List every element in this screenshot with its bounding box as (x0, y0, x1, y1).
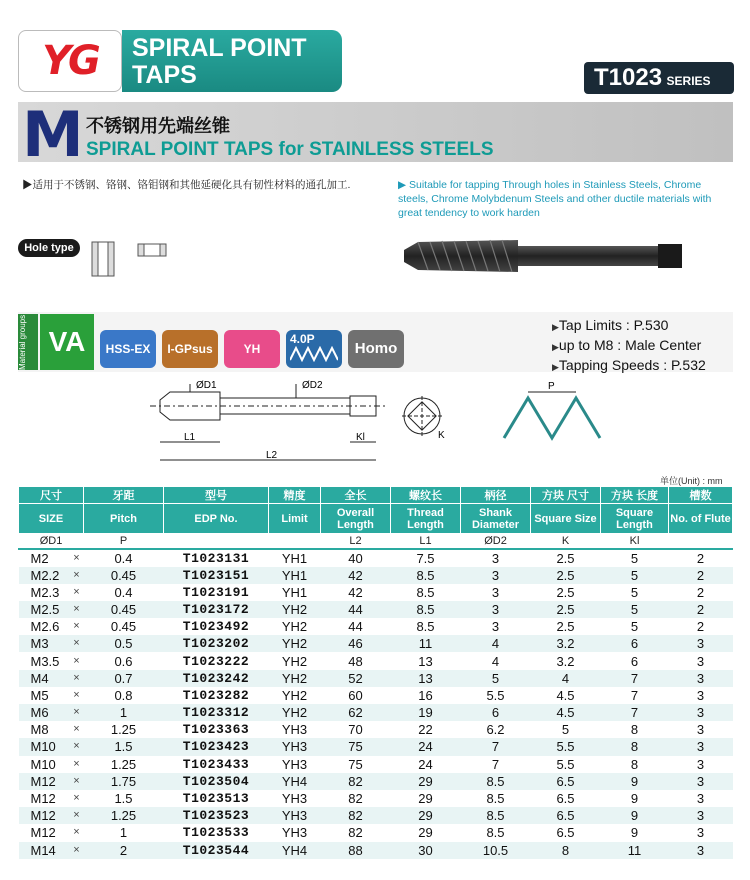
info-male-center: ▶ up to M8 : Male Center (552, 336, 706, 356)
times-sign: × (70, 738, 84, 755)
shank-diameter-cell: 3 (461, 567, 531, 584)
times-sign: × (70, 842, 84, 859)
thread-length-cell: 8.5 (391, 601, 461, 618)
blind-hole-icon (92, 242, 114, 276)
overall-length-cell: 82 (348, 825, 363, 841)
pitch-cell: 0.45 (84, 601, 164, 618)
edp-cell: T1023423 (164, 738, 269, 755)
sub-header-5: L1 (391, 534, 461, 549)
flute-count-cell: 3 (669, 773, 733, 790)
size-cell: M2 (30, 550, 49, 566)
flute-count-cell: 3 (669, 670, 733, 687)
overall-length-cell: 82 (321, 807, 391, 824)
table-row (19, 721, 733, 738)
en-header-0: SIZE (19, 504, 84, 534)
overall-length-cell: 46 (321, 635, 391, 652)
shank-diameter-cell: 5.5 (486, 687, 505, 703)
edp-cell: T1023202 (164, 635, 269, 652)
series-code: T1023 (594, 64, 663, 91)
cn-header-7: 方块 尺寸 (531, 487, 601, 504)
pitch-cell: 0.4 (114, 550, 133, 566)
edp-cell: T1023504 (164, 773, 269, 790)
thread-length-cell: 16 (418, 687, 433, 703)
en-header-4: Overall Length (321, 504, 391, 534)
limit-cell: YH2 (281, 653, 308, 669)
thread-length-cell: 8.5 (391, 567, 461, 584)
cn-header-2: 型号 (164, 487, 269, 504)
info-tap-limits: ▶ Tap Limits : P.530 (552, 316, 706, 336)
square-size-cell: 4.5 (531, 704, 601, 721)
flute-count-cell: 3 (696, 825, 705, 841)
size-cell: M2.5 (19, 601, 70, 618)
thread-length-cell: 29 (391, 773, 461, 790)
shank-diameter-cell: 10.5 (461, 842, 531, 859)
flute-count-cell: 2 (669, 601, 733, 618)
overall-length-cell: 42 (348, 584, 363, 600)
l2-label: L2 (266, 450, 278, 461)
homo-treatment: Homo (348, 330, 404, 368)
table-row (19, 738, 733, 755)
thread-pitch-drawing (500, 378, 610, 448)
times-sign: × (70, 704, 84, 721)
table-row (19, 807, 733, 824)
square-length-cell: 8 (601, 738, 669, 755)
en-header-row (19, 504, 733, 534)
edp-cell: T1023544 (164, 842, 269, 859)
thread-length-cell: 7.5 (416, 550, 435, 566)
limit-cell: YH2 (269, 601, 321, 618)
description-chinese: ▶适用于不锈钢、铬钢、铬钼钢和其他延硬化具有韧性材料的通孔加工. (22, 179, 351, 191)
tap-dimension-drawing (150, 376, 390, 468)
table-row (19, 687, 733, 704)
overall-length-cell: 70 (348, 722, 363, 738)
edp-cell: T1023191 (182, 584, 250, 600)
size-cell: M12 (19, 773, 70, 790)
d1-label: ØD1 (196, 380, 217, 391)
cn-header-8: 方块 长度 (601, 487, 669, 504)
edp-cell: T1023172 (164, 601, 269, 618)
square-size-cell: 2.5 (556, 550, 575, 566)
overall-length-cell: 52 (321, 670, 391, 687)
overall-length-cell: 82 (348, 791, 363, 807)
square-size-cell: 3.2 (556, 653, 575, 669)
square-length-cell: 8 (630, 756, 639, 772)
times-sign: × (73, 551, 80, 564)
shank-diameter-cell: 8.5 (461, 807, 531, 824)
thread-length-cell: 19 (391, 704, 461, 721)
edp-cell: T1023312 (164, 704, 269, 721)
overall-length-cell: 82 (321, 773, 391, 790)
shank-diameter-cell: 4 (491, 653, 500, 669)
overall-length-cell: 44 (321, 601, 391, 618)
en-header-6: Shank Diameter (461, 504, 531, 534)
square-size-cell: 3.2 (531, 635, 601, 652)
square-size-cell: 8 (531, 842, 601, 859)
table-row (19, 773, 733, 790)
times-sign: × (73, 585, 80, 598)
size-cell: M14 (19, 842, 70, 859)
size-cell: M10 (30, 756, 56, 772)
edp-cell: T1023151 (164, 567, 269, 584)
cn-header-row (19, 487, 733, 504)
times-sign: × (73, 826, 80, 839)
sub-header-0: ØD1 (19, 534, 84, 549)
flute-count-cell: 3 (669, 842, 733, 859)
times-sign: × (73, 757, 80, 770)
square-size-cell: 6.5 (556, 791, 575, 807)
pitch-cell: 1.25 (110, 722, 137, 738)
shank-diameter-cell: 8.5 (461, 773, 531, 790)
pitch-cell: 0.8 (114, 687, 133, 703)
shank-diameter-cell: 6.2 (486, 722, 505, 738)
times-sign: × (73, 792, 80, 805)
square-size-cell: 2.5 (531, 567, 601, 584)
d2-label: ØD2 (302, 380, 323, 391)
sub-header-6: ØD2 (461, 534, 531, 549)
flute-count-cell: 3 (669, 807, 733, 824)
edp-cell: T1023492 (182, 619, 250, 635)
square-length-cell: 8 (630, 722, 639, 738)
overall-length-cell: 48 (348, 653, 363, 669)
thread-length-cell: 29 (418, 791, 433, 807)
size-cell: M2.3 (30, 584, 60, 600)
thread-pitch-badge (286, 330, 342, 368)
times-sign: × (70, 773, 84, 790)
size-cell: M2.6 (30, 619, 60, 635)
size-cell: M5 (30, 687, 49, 703)
pitch-cell: 1.25 (84, 807, 164, 824)
pitch-cell: 0.5 (84, 635, 164, 652)
l1-label: L1 (184, 432, 196, 443)
flute-count-cell: 3 (696, 756, 705, 772)
square-length-cell: 9 (630, 791, 639, 807)
shank-diameter-cell: 7 (491, 756, 500, 772)
pitch-label: 4.0P (290, 332, 315, 346)
overall-length-cell: 62 (321, 704, 391, 721)
series-word: SERIES (666, 74, 711, 88)
limit-cell: YH4 (269, 842, 321, 859)
times-sign: × (73, 723, 80, 736)
table-row (19, 790, 733, 807)
description-english: ▶ Suitable for tapping Through holes in Stainless Steels, Chrome steels, Chrome Molybdenum Steels and other ductile materials with great tendency to work harden (398, 179, 712, 219)
limit-cell: YH3 (281, 791, 308, 807)
table-row (19, 618, 733, 635)
pitch-cell: 0.45 (84, 567, 164, 584)
material-hss-ex: HSS-EX (100, 330, 156, 368)
table-body (19, 549, 733, 859)
square-length-cell: 7 (630, 687, 639, 703)
material-groups-label: Material groups (18, 314, 38, 370)
title-line2: TAPS (132, 61, 197, 89)
thread-length-cell: 30 (391, 842, 461, 859)
table-row (19, 704, 733, 721)
table-row (19, 584, 733, 601)
size-cell: M12 (30, 791, 56, 807)
shank-diameter-cell: 8.5 (486, 791, 505, 807)
flute-count-cell: 3 (669, 704, 733, 721)
square-size-cell: 4.5 (556, 687, 575, 703)
square-size-cell: 5.5 (531, 738, 601, 755)
kl-label: Kl (356, 432, 365, 443)
square-length-cell: 5 (601, 567, 669, 584)
tap-product-image (398, 232, 688, 280)
shank-diameter-cell: 3 (461, 601, 531, 618)
times-sign: × (70, 635, 84, 652)
tolerance-yh: YH (224, 330, 280, 368)
square-length-cell: 6 (601, 635, 669, 652)
table-row (19, 756, 733, 773)
limit-cell: YH2 (269, 635, 321, 652)
limit-cell: YH3 (281, 756, 308, 772)
thread-length-cell: 11 (391, 635, 461, 652)
sub-header-2 (164, 534, 269, 549)
square-length-cell: 5 (630, 584, 639, 600)
table-row (19, 549, 733, 567)
square-length-cell: 9 (601, 807, 669, 824)
en-header-7: Square Size (531, 504, 601, 534)
pitch-cell: 1.5 (114, 791, 133, 807)
size-cell: M4 (19, 670, 70, 687)
en-header-1: Pitch (84, 504, 164, 534)
p-label: P (548, 381, 555, 392)
table-row (19, 601, 733, 618)
sub-header-9 (669, 534, 733, 549)
overall-length-cell: 88 (321, 842, 391, 859)
size-cell: M12 (30, 825, 56, 841)
product-title (122, 30, 342, 92)
limit-cell: YH1 (269, 567, 321, 584)
cn-header-3: 精度 (269, 487, 321, 504)
flute-count-cell: 2 (696, 619, 705, 635)
thread-length-cell: 29 (418, 825, 433, 841)
limit-cell: YH3 (281, 825, 308, 841)
thread-length-cell: 24 (418, 756, 433, 772)
thread-length-cell: 22 (418, 722, 433, 738)
en-header-9: No. of Flute (669, 504, 733, 534)
thread-length-cell: 8.5 (416, 584, 435, 600)
material-group-va: VA (40, 314, 94, 370)
cn-header-5: 螺纹长 (391, 487, 461, 504)
flute-count-cell: 3 (696, 653, 705, 669)
shank-diameter-cell: 3 (491, 619, 500, 635)
pitch-cell: 1.25 (110, 756, 137, 772)
limit-cell: YH2 (269, 704, 321, 721)
en-header-2: EDP No. (164, 504, 269, 534)
thread-type-letter: M (22, 98, 84, 171)
square-size-cell: 2.5 (556, 619, 575, 635)
times-sign: × (70, 567, 84, 584)
shank-diameter-cell: 8.5 (486, 825, 505, 841)
brand-logo (18, 30, 122, 92)
thread-length-cell: 13 (391, 670, 461, 687)
times-sign: × (70, 670, 84, 687)
limit-cell: YH1 (281, 584, 308, 600)
hole-type-label: Hole type (18, 239, 80, 257)
size-cell: M3 (19, 635, 70, 652)
overall-length-cell: 60 (348, 687, 363, 703)
english-title: SPIRAL POINT TAPS for STAINLESS STEELS (86, 139, 494, 160)
shank-diameter-cell: 4 (461, 635, 531, 652)
overall-length-cell: 75 (321, 738, 391, 755)
pitch-cell: 1 (84, 704, 164, 721)
limit-cell: YH3 (269, 738, 321, 755)
limit-cell: YH4 (269, 773, 321, 790)
pitch-cell: 1.75 (84, 773, 164, 790)
edp-cell: T1023222 (182, 653, 250, 669)
coating-igpsus: I-GPsus (162, 330, 218, 368)
cn-header-6: 柄径 (461, 487, 531, 504)
logo-text: YG (42, 38, 98, 84)
size-cell: M2.2 (19, 567, 70, 584)
size-cell: M12 (19, 807, 70, 824)
thread-profile-icon (290, 346, 338, 362)
hole-type-icons (90, 240, 180, 280)
flute-count-cell: 3 (669, 635, 733, 652)
pitch-cell: 0.6 (114, 653, 133, 669)
sub-header-4: L2 (321, 534, 391, 549)
limit-cell: YH2 (281, 619, 308, 635)
flute-count-cell: 2 (669, 567, 733, 584)
square-length-cell: 6 (630, 653, 639, 669)
times-sign: × (73, 620, 80, 633)
times-sign: × (73, 688, 80, 701)
en-header-3: Limit (269, 504, 321, 534)
table-row (19, 842, 733, 859)
times-sign: × (70, 601, 84, 618)
chinese-title: 不锈钢用先端丝锥 (86, 116, 230, 136)
edp-cell: T1023131 (182, 550, 250, 566)
k-label: K (438, 430, 445, 441)
edp-cell: T1023533 (182, 825, 250, 841)
square-size-cell: 6.5 (531, 807, 601, 824)
square-size-cell: 4 (531, 670, 601, 687)
pitch-cell: 1 (119, 825, 128, 841)
edp-cell: T1023242 (164, 670, 269, 687)
shank-diameter-cell: 7 (461, 738, 531, 755)
info-list (552, 316, 706, 376)
cn-header-4: 全长 (321, 487, 391, 504)
square-length-cell: 7 (601, 670, 669, 687)
table-row (19, 635, 733, 652)
sub-header-8: Kl (601, 534, 669, 549)
flute-count-cell: 2 (696, 550, 705, 566)
square-length-cell: 9 (630, 825, 639, 841)
pitch-cell: 0.7 (84, 670, 164, 687)
square-size-cell: 6.5 (556, 825, 575, 841)
square-size-cell: 5 (561, 722, 570, 738)
flute-count-cell: 3 (696, 687, 705, 703)
thread-length-cell: 8.5 (416, 619, 435, 635)
square-length-cell: 9 (601, 773, 669, 790)
size-cell: M8 (30, 722, 49, 738)
square-length-cell: 5 (601, 601, 669, 618)
size-cell: M10 (19, 738, 70, 755)
flute-count-cell: 2 (696, 584, 705, 600)
overall-length-cell: 44 (348, 619, 363, 635)
limit-cell: YH2 (269, 670, 321, 687)
edp-cell: T1023282 (182, 687, 250, 703)
pitch-cell: 0.45 (110, 619, 137, 635)
table-row (19, 567, 733, 584)
size-cell: M6 (19, 704, 70, 721)
flute-count-cell: 3 (696, 722, 705, 738)
cn-header-0: 尺寸 (19, 487, 84, 504)
square-size-cell: 6.5 (531, 773, 601, 790)
title-line1: SPIRAL POINT (132, 34, 307, 62)
flute-count-cell: 3 (669, 738, 733, 755)
square-length-cell: 5 (630, 550, 639, 566)
edp-cell: T1023513 (182, 791, 250, 807)
overall-length-cell: 40 (348, 550, 363, 566)
shank-diameter-cell: 3 (491, 584, 500, 600)
square-size-cell: 2.5 (531, 601, 601, 618)
size-cell: M3.5 (30, 653, 60, 669)
square-length-cell: 7 (601, 704, 669, 721)
sub-header-row (19, 534, 733, 549)
pitch-cell: 1.5 (84, 738, 164, 755)
times-sign: × (70, 807, 84, 824)
series-badge (584, 62, 734, 94)
shank-diameter-cell: 6 (461, 704, 531, 721)
thread-length-cell: 13 (418, 653, 433, 669)
overall-length-cell: 75 (348, 756, 363, 772)
through-hole-icon (138, 244, 166, 256)
limit-cell: YH3 (281, 722, 308, 738)
edp-cell: T1023433 (182, 756, 250, 772)
edp-cell: T1023523 (164, 807, 269, 824)
en-header-5: Thread Length (391, 504, 461, 534)
info-tapping-speeds: ▶ Tapping Speeds : P.532 (552, 356, 706, 376)
shank-diameter-cell: 3 (491, 550, 500, 566)
limit-cell: YH1 (281, 550, 308, 566)
sub-header-7: K (531, 534, 601, 549)
times-sign: × (73, 654, 80, 667)
en-header-8: Square Length (601, 504, 669, 534)
limit-cell: YH2 (281, 687, 308, 703)
pitch-cell: 0.4 (114, 584, 133, 600)
overall-length-cell: 42 (321, 567, 391, 584)
table-row (19, 670, 733, 687)
shank-diameter-cell: 5 (461, 670, 531, 687)
specification-table (18, 486, 733, 859)
limit-cell: YH3 (269, 807, 321, 824)
thread-length-cell: 29 (391, 807, 461, 824)
table-row (19, 824, 733, 841)
cn-header-1: 牙距 (84, 487, 164, 504)
sub-header-3 (269, 534, 321, 549)
square-size-cell: 2.5 (556, 584, 575, 600)
unit-note: 单位(Unit) : mm (660, 476, 723, 486)
square-section-drawing (400, 390, 470, 450)
square-length-cell: 11 (601, 842, 669, 859)
cn-header-9: 槽数 (669, 487, 733, 504)
pitch-cell: 2 (84, 842, 164, 859)
square-size-cell: 5.5 (556, 756, 575, 772)
edp-cell: T1023363 (182, 722, 250, 738)
table-row (19, 652, 733, 669)
sub-header-1: P (84, 534, 164, 549)
thread-length-cell: 24 (391, 738, 461, 755)
square-length-cell: 5 (630, 619, 639, 635)
flute-count-cell: 3 (696, 791, 705, 807)
